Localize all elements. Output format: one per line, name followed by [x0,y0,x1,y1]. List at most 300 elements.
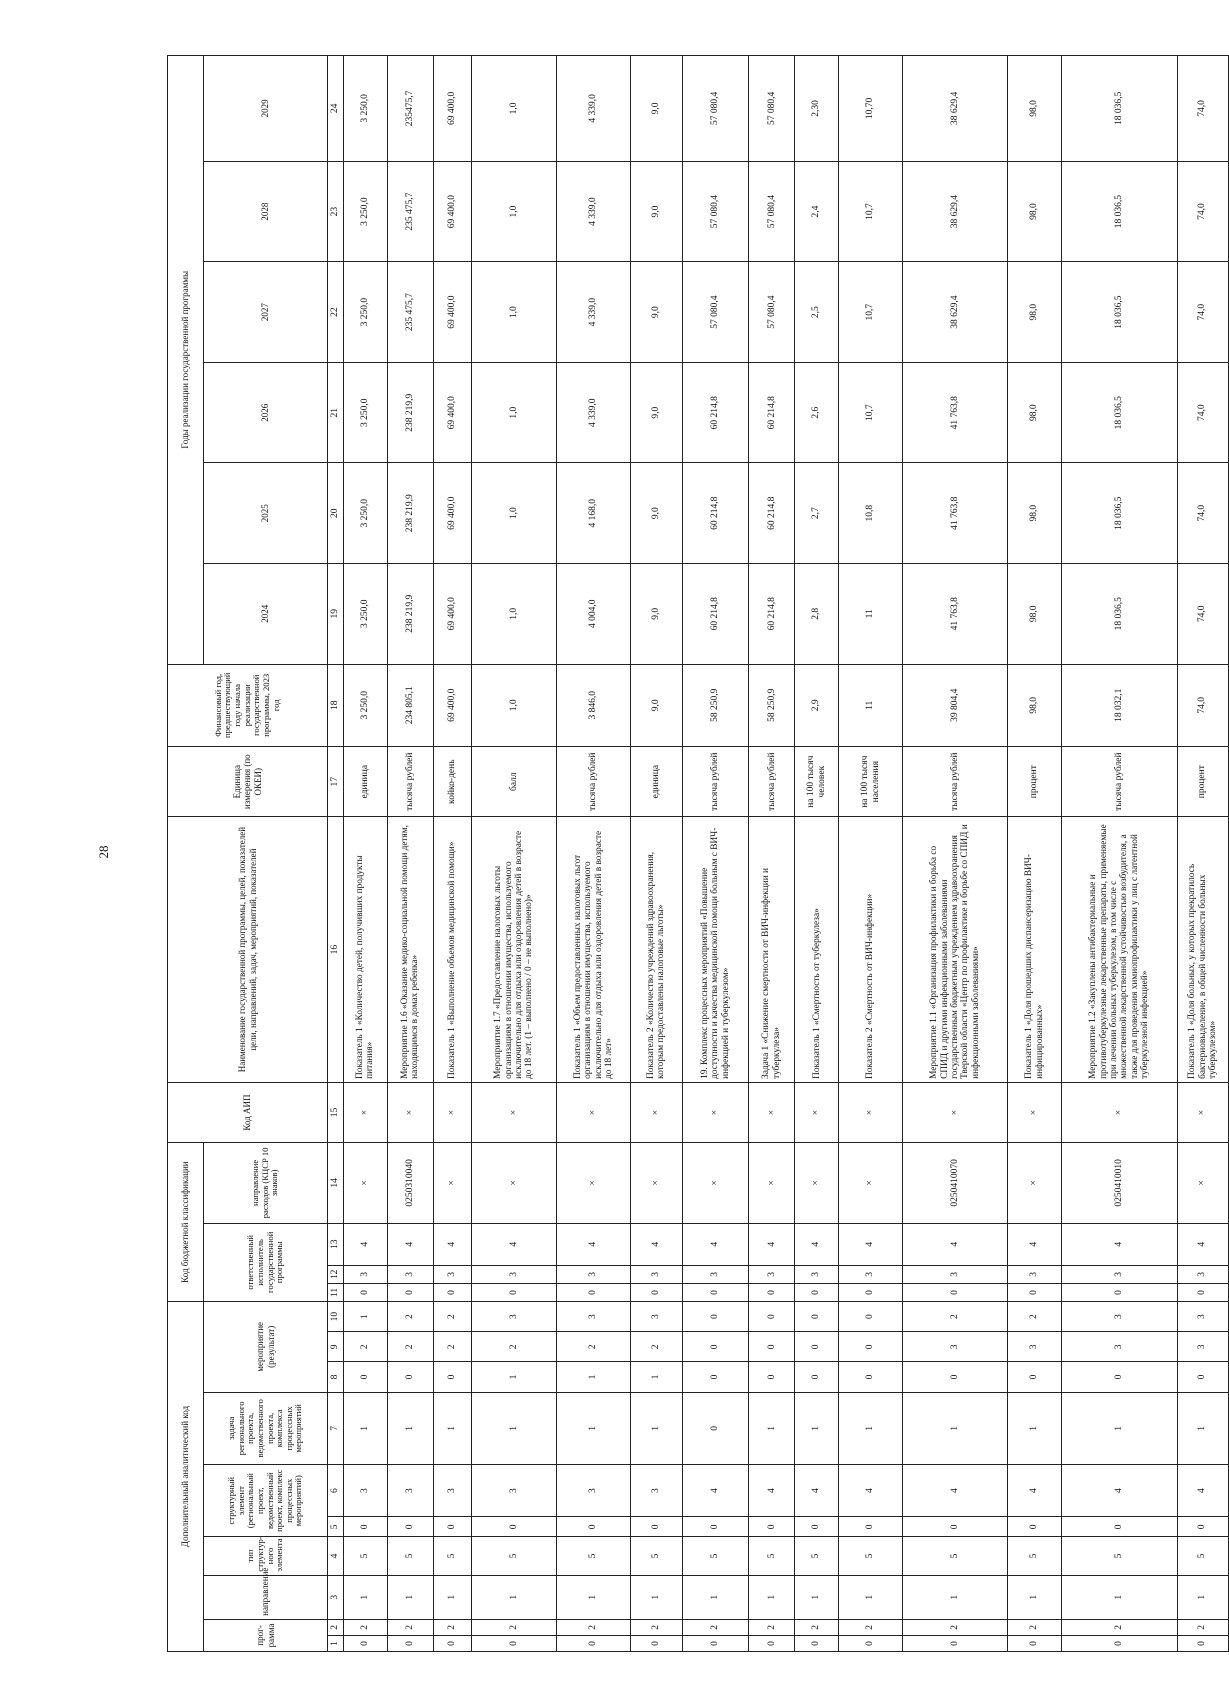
code-cell: 0 [795,1332,839,1362]
year-value-cell: 69 400,0 [433,56,471,162]
base-value-cell: 2,9 [795,664,839,746]
code-cell: 5 [682,1537,749,1575]
code-cell: 5 [839,1537,903,1575]
aip-cell: × [839,1082,903,1142]
base-value-cell: 58 250,9 [749,664,795,746]
table-row [556,56,630,1652]
expense-direction-header: направление расходов (КЦСР 10 знаков) [204,1143,328,1223]
name-cell: 19. Комплекс процессных мероприятий «Повышение доступности и качества медицинской помощи больным с ВИЧ-инфекцией и туберкулезом» [682,817,749,1082]
code-cell: 0 [795,1302,839,1332]
year-value-cell: 98,0 [1008,56,1062,162]
code-cell: 3 [1062,1332,1177,1362]
code-cell: 1 [344,1302,388,1332]
table-row [682,56,749,1652]
code-cell: 0 [556,1635,630,1651]
unit-cell: тысяча рублей [903,747,1008,817]
year-2029-header: 2029 [204,56,328,162]
year-value-cell: 98,0 [1008,362,1062,463]
code-cell: 4 [387,1223,433,1265]
code-cell: 4 [472,1223,557,1265]
kcsr-cell: × [795,1143,839,1223]
code-cell: 0 [682,1517,749,1537]
aip-cell: × [1177,1082,1228,1142]
code-cell: 4 [631,1223,682,1265]
code-cell: 0 [344,1283,388,1301]
code-cell: 3 [631,1302,682,1332]
year-value-cell: 57 080,4 [749,161,795,262]
year-value-cell: 235 475,7 [387,262,433,363]
base-value-cell: 3 846,0 [556,664,630,746]
year-value-cell: 69 400,0 [433,262,471,363]
year-value-cell: 4 168,0 [556,463,630,564]
code-cell: 2 [631,1332,682,1362]
code-cell: 3 [344,1265,388,1283]
base-value-cell: 234 805,1 [387,664,433,746]
code-cell: 0 [749,1332,795,1362]
year-2028-header: 2028 [204,161,328,262]
table-row [795,56,839,1652]
code-cell: 0 [472,1517,557,1537]
code-cell: 4 [1062,1223,1177,1265]
code-cell: 3 [631,1265,682,1283]
code-cell: 1 [839,1575,903,1619]
column-number: 14 [328,1143,344,1223]
base-value-cell: 1,0 [472,664,557,746]
name-header: Наименование государственной программы, целей, показателей цели, направлений, задач, мероприятий, показателей [168,817,328,1082]
executor-header: ответственный исполнитель государственной программы [204,1223,328,1301]
year-value-cell: 10,7 [839,161,903,262]
direction-header: направление [204,1575,328,1619]
code-cell: 2 [795,1619,839,1635]
year-value-cell: 57 080,4 [749,262,795,363]
code-cell: 1 [631,1575,682,1619]
code-cell: 3 [1008,1265,1062,1283]
unit-cell: тысяча рублей [556,747,630,817]
program-header: прог- рамма [204,1619,328,1651]
code-cell: 5 [387,1537,433,1575]
task-header: задача регионального проекта, ведомственного проекта, комплекса процессных мероприятий [204,1392,328,1464]
code-cell: 1 [344,1392,388,1464]
year-value-cell: 18 036,5 [1062,262,1177,363]
code-cell: 0 [1062,1283,1177,1301]
table-row [1062,56,1177,1652]
code-cell: 3 [903,1332,1008,1362]
unit-cell: тысяча рублей [749,747,795,817]
year-value-cell: 4 339,0 [556,56,630,162]
code-cell: 0 [682,1283,749,1301]
year-value-cell: 3 250,0 [344,262,388,363]
code-cell: 3 [682,1265,749,1283]
aip-cell: × [749,1082,795,1142]
year-value-cell: 41 763,8 [903,463,1008,564]
table-row [1008,56,1062,1652]
code-cell: 2 [556,1332,630,1362]
year-value-cell: 4 339,0 [556,362,630,463]
measure-header: мероприятие (результат) [204,1302,328,1393]
year-value-cell: 1,0 [472,564,557,665]
code-cell: 4 [795,1465,839,1517]
code-cell: 5 [1008,1537,1062,1575]
column-number: 7 [328,1392,344,1464]
name-cell: Показатель 2 «Смертность от ВИЧ-инфекции» [839,817,903,1082]
name-cell: Показатель 1 «Доля прошедших диспансеризацию ВИЧ-инфицированных» [1008,817,1062,1082]
kcsr-cell: × [839,1143,903,1223]
name-cell: Мероприятие 1.6 «Оказание медико-социальной помощи детям, находящимся в домах ребенка» [387,817,433,1082]
kcsr-cell: × [344,1143,388,1223]
year-value-cell: 74,0 [1177,362,1228,463]
column-number: 6 [328,1465,344,1517]
code-cell: 0 [749,1635,795,1651]
aip-cell: × [795,1082,839,1142]
year-value-cell: 238 219,9 [387,463,433,564]
code-cell: 2 [1008,1302,1062,1332]
code-cell: 2 [839,1619,903,1635]
code-cell: 0 [1062,1362,1177,1392]
year-value-cell: 38 629,4 [903,161,1008,262]
code-cell: 3 [795,1265,839,1283]
year-value-cell: 1,0 [472,362,557,463]
table-row [1177,56,1228,1652]
code-cell: 0 [903,1635,1008,1651]
aip-code-header: Код АИП [168,1082,328,1142]
code-cell: 2 [433,1332,471,1362]
code-cell: 0 [795,1517,839,1537]
code-cell: 3 [433,1465,471,1517]
code-cell: 0 [1062,1635,1177,1651]
unit-header: Единица измерения (по ОКЕИ) [168,747,328,817]
code-cell: 5 [749,1537,795,1575]
unit-cell: единица [631,747,682,817]
code-cell: 0 [631,1517,682,1537]
code-cell: 5 [472,1537,557,1575]
kcsr-cell: 0250410070 [903,1143,1008,1223]
code-cell: 1 [839,1392,903,1464]
kcsr-cell: × [1008,1143,1062,1223]
year-value-cell: 57 080,4 [682,262,749,363]
additional-code-header: Дополнительный аналитический код [168,1302,204,1652]
column-number: 24 [328,56,344,162]
code-cell: 1 [795,1575,839,1619]
unit-cell: на 100 тысяч человек [795,747,839,817]
table-row [472,56,557,1652]
year-value-cell: 98,0 [1008,463,1062,564]
code-cell: 4 [839,1465,903,1517]
name-cell: Показатель 1 «Доля больных, у которых прекратилось бактериовыделение, в общей численности больных туберкулезом» [1177,817,1228,1082]
code-cell: 1 [1177,1575,1228,1619]
unit-cell: койко-день [433,747,471,817]
name-cell: Мероприятие 1.7 «Предоставление налоговых льготы организациям в отношении имущества, используемого исключительно для отдыха или оздоровления детей в возрасте до 18 лет. (1 – выполнено / 0 – не выполнено)» [472,817,557,1082]
code-cell: 0 [839,1332,903,1362]
year-value-cell: 74,0 [1177,56,1228,162]
code-cell: 1 [903,1392,1008,1464]
table-row [387,56,433,1652]
unit-cell: процент [1177,747,1228,817]
year-value-cell: 60 214,8 [749,564,795,665]
base-value-cell: 3 250,0 [344,664,388,746]
year-value-cell: 98,0 [1008,564,1062,665]
name-cell: Мероприятие 1.2 «Закуплены антибактериальные и противотуберкулезные лекарственные препараты, применяемые при лечении больных туберкулезом, в том числе с множественной лекарственной устойчивостью возбудителя, а также для проведения химиопрофилактики у лиц с латентной туберкулезной инфекцией» [1062,817,1177,1082]
code-cell: 1 [556,1575,630,1619]
code-cell: 1 [682,1575,749,1619]
year-value-cell: 74,0 [1177,262,1228,363]
name-cell: Показатель 1 «Объем предоставленных налоговых льгот организациям в отношении имущества, используемого исключительно для отдыха или оздоровления детей в возрасте до 18 лет» [556,817,630,1082]
code-cell: 0 [903,1283,1008,1301]
unit-cell: единица [344,747,388,817]
year-value-cell: 238 219,9 [387,362,433,463]
year-2025-header: 2025 [204,463,328,564]
name-cell: Мероприятие 1.1 «Организация профилактики и борьба со СПИД и другими инфекционными заболеваниями государственным бюджетным учреждением здравоохранения Тверской области «Центр по профилактике и борьбе со СПИД и инфекционными заболеваниями» [903,817,1008,1082]
code-cell: 2 [631,1619,682,1635]
code-cell: 2 [682,1619,749,1635]
code-cell: 4 [433,1223,471,1265]
code-cell: 1 [749,1392,795,1464]
code-cell: 4 [903,1223,1008,1265]
rotated-table-container [167,55,1229,1652]
code-cell: 3 [903,1265,1008,1283]
code-cell: 4 [839,1223,903,1265]
kcsr-cell: × [631,1143,682,1223]
code-cell: 0 [795,1362,839,1392]
code-cell: 1 [433,1392,471,1464]
year-value-cell: 2,6 [795,362,839,463]
kcsr-cell: × [682,1143,749,1223]
year-value-cell: 3 250,0 [344,463,388,564]
code-cell: 1 [1062,1575,1177,1619]
unit-cell: на 100 тысяч населения [839,747,903,817]
budget-code-header: Код бюджетной классификации [168,1143,204,1302]
code-cell: 0 [839,1517,903,1537]
code-cell: 4 [682,1465,749,1517]
years-group-header: Годы реализации государственной программы [168,56,204,665]
code-cell: 4 [749,1223,795,1265]
aip-cell: × [387,1082,433,1142]
year-value-cell: 9,0 [631,262,682,363]
code-cell: 0 [387,1283,433,1301]
code-cell: 0 [839,1362,903,1392]
code-cell: 0 [1008,1362,1062,1392]
code-cell: 1 [1008,1575,1062,1619]
code-cell: 1 [1008,1392,1062,1464]
unit-cell: тысяча рублей [682,747,749,817]
column-number: 11 [328,1283,344,1301]
code-cell: 5 [433,1537,471,1575]
column-number: 12 [328,1265,344,1283]
code-cell: 2 [433,1619,471,1635]
unit-cell: процент [1008,747,1062,817]
unit-cell: тысяча рублей [387,747,433,817]
kcsr-cell: × [556,1143,630,1223]
year-value-cell: 238 219,9 [387,564,433,665]
kcsr-cell: × [1177,1143,1228,1223]
year-value-cell: 57 080,4 [682,161,749,262]
code-cell: 2 [387,1302,433,1332]
code-cell: 0 [682,1332,749,1362]
aip-cell: × [472,1082,557,1142]
year-value-cell: 60 214,8 [682,463,749,564]
year-value-cell: 1,0 [472,262,557,363]
aip-cell: × [682,1082,749,1142]
code-cell: 4 [903,1465,1008,1517]
year-2027-header: 2027 [204,262,328,363]
year-value-cell: 3 250,0 [344,564,388,665]
code-cell: 4 [556,1223,630,1265]
code-cell: 0 [387,1362,433,1392]
base-value-cell: 74,0 [1177,664,1228,746]
year-value-cell: 10,7 [839,262,903,363]
code-cell: 2 [387,1332,433,1362]
code-cell: 0 [433,1635,471,1651]
name-cell: Задача 1 «Снижение смертности от ВИЧ-инфекции и туберкулеза» [749,817,795,1082]
code-cell: 4 [1008,1465,1062,1517]
year-value-cell: 74,0 [1177,161,1228,262]
year-value-cell: 69 400,0 [433,161,471,262]
year-value-cell: 60 214,8 [682,564,749,665]
code-cell: 2 [903,1619,1008,1635]
year-value-cell: 18 036,5 [1062,564,1177,665]
code-cell: 0 [631,1283,682,1301]
code-cell: 5 [795,1537,839,1575]
column-number: 4 [328,1537,344,1575]
code-cell: 1 [1177,1392,1228,1464]
code-cell: 0 [344,1517,388,1537]
code-cell: 0 [1177,1635,1228,1651]
base-value-cell: 18 032,1 [1062,664,1177,746]
name-cell: Показатель 1 «Количество детей, получивших продукты питания» [344,817,388,1082]
code-cell: 0 [387,1517,433,1537]
table-row [839,56,903,1652]
code-cell: 3 [1008,1332,1062,1362]
year-value-cell: 2,4 [795,161,839,262]
code-cell: 0 [839,1635,903,1651]
year-value-cell: 235 475,7 [387,161,433,262]
year-value-cell: 18 036,5 [1062,362,1177,463]
code-cell: 2 [1177,1619,1228,1635]
code-cell: 1 [387,1575,433,1619]
year-value-cell: 3 250,0 [344,362,388,463]
code-cell: 4 [1062,1465,1177,1517]
code-cell: 0 [903,1362,1008,1392]
code-cell: 3 [1177,1332,1228,1362]
year-value-cell: 41 763,8 [903,564,1008,665]
year-value-cell: 57 080,4 [749,56,795,162]
year-value-cell: 57 080,4 [682,56,749,162]
structure-element-header: структурный элемент (региональный проект, ведомственный проект, комплекс процессных мероприятий) [204,1465,328,1537]
code-cell: 3 [556,1465,630,1517]
year-value-cell: 9,0 [631,56,682,162]
column-number: 3 [328,1575,344,1619]
base-value-cell: 58 250,9 [682,664,749,746]
code-cell: 1 [387,1392,433,1464]
code-cell: 4 [795,1223,839,1265]
year-2026-header: 2026 [204,362,328,463]
code-cell: 1 [556,1362,630,1392]
column-number: 8 [328,1362,344,1392]
base-value-cell: 98,0 [1008,664,1062,746]
kcsr-cell: 0250410010 [1062,1143,1177,1223]
year-value-cell: 4 339,0 [556,161,630,262]
code-cell: 1 [472,1575,557,1619]
code-cell: 3 [839,1265,903,1283]
year-value-cell: 10,70 [839,56,903,162]
column-number: 10 [328,1302,344,1332]
kcsr-cell: 0250310040 [387,1143,433,1223]
aip-cell: × [1008,1082,1062,1142]
code-cell: 0 [433,1362,471,1392]
code-cell: 1 [344,1575,388,1619]
column-number: 23 [328,161,344,262]
year-value-cell: 1,0 [472,56,557,162]
year-value-cell: 1,0 [472,463,557,564]
code-cell: 0 [839,1302,903,1332]
code-cell: 0 [839,1283,903,1301]
kcsr-cell: × [433,1143,471,1223]
code-cell: 2 [344,1332,388,1362]
code-cell: 0 [472,1635,557,1651]
code-cell: 0 [387,1635,433,1651]
code-cell: 2 [749,1619,795,1635]
code-cell: 0 [433,1283,471,1301]
unit-cell: тысяча рублей [1062,747,1177,817]
code-cell: 0 [556,1517,630,1537]
year-value-cell: 10,7 [839,362,903,463]
column-number-row [328,56,344,1652]
table-row [433,56,471,1652]
year-value-cell: 38 629,4 [903,262,1008,363]
year-value-cell: 60 214,8 [749,463,795,564]
code-cell: 3 [433,1265,471,1283]
column-number: 15 [328,1082,344,1142]
aip-cell: × [344,1082,388,1142]
code-cell: 5 [1177,1537,1228,1575]
code-cell: 0 [795,1283,839,1301]
code-cell: 0 [1008,1517,1062,1537]
code-cell: 4 [344,1223,388,1265]
year-value-cell: 4 004,0 [556,564,630,665]
code-cell: 0 [1062,1517,1177,1537]
code-cell: 0 [344,1635,388,1651]
table-row [749,56,795,1652]
code-cell: 5 [631,1537,682,1575]
code-cell: 0 [1177,1283,1228,1301]
code-cell: 2 [903,1302,1008,1332]
year-value-cell: 69 400,0 [433,564,471,665]
year-value-cell: 74,0 [1177,463,1228,564]
program-table [167,55,1229,1652]
code-cell: 2 [344,1619,388,1635]
column-number: 1 [328,1635,344,1651]
code-cell: 1 [631,1362,682,1392]
code-cell: 3 [344,1465,388,1517]
code-cell: 0 [682,1635,749,1651]
column-number: 5 [328,1517,344,1537]
aip-cell: × [903,1082,1008,1142]
code-cell: 0 [749,1283,795,1301]
base-year-header: Финансовый год, предшествующий году начала реализации государственной программы, 2023 год [168,664,328,746]
code-cell: 4 [749,1465,795,1517]
column-number: 13 [328,1223,344,1265]
code-cell: 2 [1062,1619,1177,1635]
code-cell: 5 [903,1537,1008,1575]
code-cell: 5 [1062,1537,1177,1575]
base-value-cell: 9,0 [631,664,682,746]
name-cell: Показатель 1 «Выполнение объемов медицинской помощи» [433,817,471,1082]
code-cell: 2 [387,1619,433,1635]
code-cell: 1 [433,1575,471,1619]
year-value-cell: 9,0 [631,362,682,463]
unit-cell: балл [472,747,557,817]
year-value-cell: 3 250,0 [344,56,388,162]
code-cell: 0 [682,1362,749,1392]
